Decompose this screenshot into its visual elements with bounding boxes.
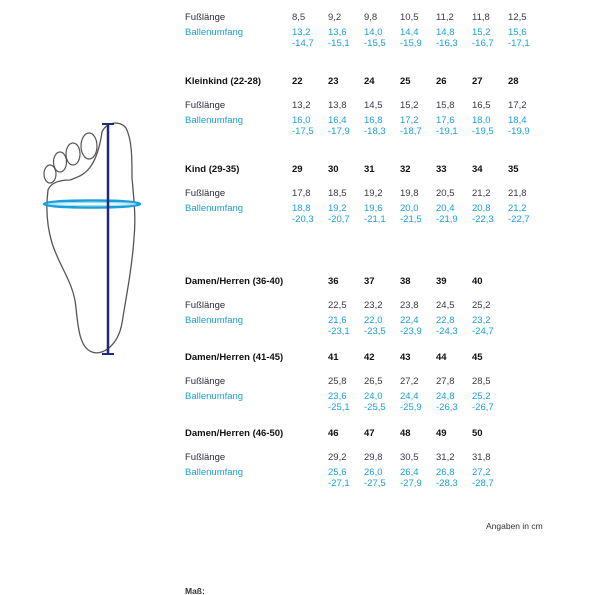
- ball-label: Ballenumfang: [185, 315, 244, 326]
- length-value: 25,2: [472, 300, 491, 311]
- size-number: 28: [508, 76, 519, 87]
- ball-max-value: -23,5: [364, 326, 386, 337]
- size-number: 48: [400, 428, 411, 439]
- ball-min-value: 24,4: [400, 391, 419, 402]
- size-number: 31: [364, 164, 375, 175]
- ball-max-value: -19,9: [508, 126, 530, 137]
- ball-max-value: -16,3: [436, 38, 458, 49]
- group-title: Damen/Herren (41-45): [185, 352, 284, 363]
- ball-max-value: -14,7: [292, 38, 314, 49]
- size-number: 38: [400, 276, 411, 287]
- length-value: 19,2: [364, 188, 383, 199]
- size-number: 41: [328, 352, 339, 363]
- length-value: 22,5: [328, 300, 347, 311]
- group-title: Kleinkind (22-28): [185, 76, 262, 87]
- group-title: Damen/Herren (36-40): [185, 276, 284, 287]
- ball-max-value: -27,1: [328, 478, 350, 489]
- length-value: 11,8: [472, 12, 490, 23]
- ball-max-value: -18,3: [364, 126, 386, 137]
- length-value: 14,5: [364, 100, 383, 111]
- size-number: 24: [364, 76, 375, 87]
- ball-max-value: -16,7: [472, 38, 494, 49]
- ball-min-value: 24,8: [436, 391, 455, 402]
- ball-max-value: -28,3: [436, 478, 458, 489]
- size-number: 39: [436, 276, 447, 287]
- ball-label: Ballenumfang: [185, 115, 244, 126]
- size-number: 22: [292, 76, 303, 87]
- length-value: 23,8: [400, 300, 419, 311]
- ball-min-value: 20,8: [472, 203, 491, 214]
- ball-min-value: 18,8: [292, 203, 311, 214]
- ball-min-value: 15,2: [472, 27, 491, 38]
- ball-label: Ballenumfang: [185, 391, 244, 402]
- ball-max-value: -26,7: [472, 402, 494, 413]
- size-number: 32: [400, 164, 411, 175]
- ball-min-value: 14,4: [400, 27, 419, 38]
- ball-min-value: 22,8: [436, 315, 455, 326]
- ball-max-value: -24,3: [436, 326, 458, 337]
- size-number: 33: [436, 164, 447, 175]
- group-title: Damen/Herren (46-50): [185, 428, 284, 439]
- size-number: 45: [472, 352, 483, 363]
- ball-max-value: -21,1: [364, 214, 386, 225]
- ball-min-value: 13,2: [292, 27, 311, 38]
- ball-label: Ballenumfang: [185, 203, 244, 214]
- length-value: 24,5: [436, 300, 455, 311]
- ball-min-value: 16,0: [292, 115, 311, 126]
- ball-min-value: 20,0: [400, 203, 419, 214]
- ball-max-value: -22,7: [508, 214, 530, 225]
- ball-min-value: 18,4: [508, 115, 527, 126]
- ball-min-value: 22,0: [364, 315, 383, 326]
- size-number: 47: [364, 428, 375, 439]
- length-value: 25,8: [328, 376, 347, 387]
- ball-min-value: 15,6: [508, 27, 527, 38]
- ball-min-value: 16,8: [364, 115, 383, 126]
- ball-max-value: -17,5: [292, 126, 314, 137]
- size-number: 42: [364, 352, 375, 363]
- units-note: Angaben in cm: [486, 521, 543, 531]
- ball-max-value: -17,9: [328, 126, 350, 137]
- length-value: 27,2: [400, 376, 419, 387]
- length-value: 20,5: [436, 188, 455, 199]
- size-number: 46: [328, 428, 339, 439]
- size-number: 37: [364, 276, 375, 287]
- size-number: 23: [328, 76, 339, 87]
- ball-min-value: 18,0: [472, 115, 491, 126]
- ball-min-value: 16,4: [328, 115, 347, 126]
- ball-min-value: 25,6: [328, 467, 347, 478]
- ball-min-value: 14,0: [364, 27, 383, 38]
- length-value: 13,2: [292, 100, 311, 111]
- size-number: 36: [328, 276, 339, 287]
- length-label: Fußlänge: [185, 376, 226, 387]
- length-label: Fußlänge: [185, 12, 226, 23]
- length-value: 15,8: [436, 100, 455, 111]
- length-label: Fußlänge: [185, 452, 226, 463]
- ball-max-value: -23,1: [328, 326, 350, 337]
- ball-max-value: -25,1: [328, 402, 350, 413]
- ball-max-value: -28,7: [472, 478, 494, 489]
- ball-max-value: -19,5: [472, 126, 494, 137]
- length-label: Fußlänge: [185, 188, 226, 199]
- ball-min-value: 13,6: [328, 27, 347, 38]
- ball-max-value: -21,5: [400, 214, 422, 225]
- ball-max-value: -20,7: [328, 214, 350, 225]
- size-number: 35: [508, 164, 519, 175]
- ball-max-value: -24,7: [472, 326, 494, 337]
- length-label: Fußlänge: [185, 300, 226, 311]
- ball-max-value: -25,9: [400, 402, 422, 413]
- ball-min-value: 23,6: [328, 391, 347, 402]
- size-number: 40: [472, 276, 483, 287]
- ball-max-value: -15,9: [400, 38, 422, 49]
- ball-max-value: -20,3: [292, 214, 314, 225]
- length-value: 28,5: [472, 376, 491, 387]
- size-number: 26: [436, 76, 447, 87]
- length-value: 9,2: [328, 12, 342, 23]
- size-number: 25: [400, 76, 411, 87]
- length-value: 13,8: [328, 100, 347, 111]
- length-value: 16,5: [472, 100, 491, 111]
- size-number: 29: [292, 164, 303, 175]
- ball-max-value: -26,3: [436, 402, 458, 413]
- length-value: 10,5: [400, 12, 419, 23]
- foot-illustration: [40, 118, 148, 358]
- ball-max-value: -15,5: [364, 38, 386, 49]
- group-title: Kind (29-35): [185, 164, 240, 175]
- ball-min-value: 20,4: [436, 203, 455, 214]
- ball-min-value: 21,6: [328, 315, 347, 326]
- length-value: 30,5: [400, 452, 419, 463]
- ball-min-value: 22,4: [400, 315, 419, 326]
- length-value: 31,8: [472, 452, 491, 463]
- size-number: 30: [328, 164, 339, 175]
- ball-label: Ballenumfang: [185, 27, 244, 38]
- cut-off-label: Maß:: [185, 586, 205, 595]
- length-value: 23,2: [364, 300, 383, 311]
- ball-max-value: -15,1: [328, 38, 350, 49]
- ball-max-value: -21,9: [436, 214, 458, 225]
- length-value: 17,8: [292, 188, 311, 199]
- length-value: 29,2: [328, 452, 347, 463]
- length-value: 18,5: [328, 188, 347, 199]
- ball-min-value: 24,0: [364, 391, 383, 402]
- size-number: 34: [472, 164, 483, 175]
- ball-max-value: -23,9: [400, 326, 422, 337]
- ball-min-value: 26,4: [400, 467, 419, 478]
- ball-max-value: -27,5: [364, 478, 386, 489]
- ball-max-value: -18,7: [400, 126, 422, 137]
- length-value: 21,8: [508, 188, 527, 199]
- ball-min-value: 19,2: [328, 203, 347, 214]
- length-label: Fußlänge: [185, 100, 226, 111]
- length-value: 29,8: [364, 452, 383, 463]
- length-value: 15,2: [400, 100, 419, 111]
- ball-min-value: 21,2: [508, 203, 527, 214]
- toe-3: [66, 143, 80, 165]
- length-value: 17,2: [508, 100, 527, 111]
- ball-min-value: 26,8: [436, 467, 455, 478]
- ball-label: Ballenumfang: [185, 467, 244, 478]
- size-number: 27: [472, 76, 483, 87]
- ball-max-value: -25,5: [364, 402, 386, 413]
- ball-min-value: 17,2: [400, 115, 419, 126]
- ball-min-value: 19,6: [364, 203, 383, 214]
- ball-min-value: 26,0: [364, 467, 383, 478]
- length-value: 21,2: [472, 188, 491, 199]
- size-number: 50: [472, 428, 483, 439]
- length-value: 12,5: [508, 12, 527, 23]
- size-number: 43: [400, 352, 411, 363]
- length-value: 11,2: [436, 12, 454, 23]
- ball-max-value: -19,1: [436, 126, 458, 137]
- length-value: 8,5: [292, 12, 306, 23]
- size-number: 44: [436, 352, 447, 363]
- length-value: 26,5: [364, 376, 383, 387]
- size-number: 49: [436, 428, 447, 439]
- ball-max-value: -22,3: [472, 214, 494, 225]
- ball-max-value: -27,9: [400, 478, 422, 489]
- ball-min-value: 25,2: [472, 391, 491, 402]
- toe-2: [81, 133, 97, 159]
- length-value: 27,8: [436, 376, 455, 387]
- length-value: 31,2: [436, 452, 455, 463]
- ball-min-value: 14,8: [436, 27, 455, 38]
- length-value: 9,8: [364, 12, 378, 23]
- ball-min-value: 23,2: [472, 315, 491, 326]
- toe-4: [54, 152, 67, 172]
- ball-max-value: -17,1: [508, 38, 530, 49]
- length-value: 19,8: [400, 188, 419, 199]
- ball-min-value: 27,2: [472, 467, 491, 478]
- ball-min-value: 17,6: [436, 115, 455, 126]
